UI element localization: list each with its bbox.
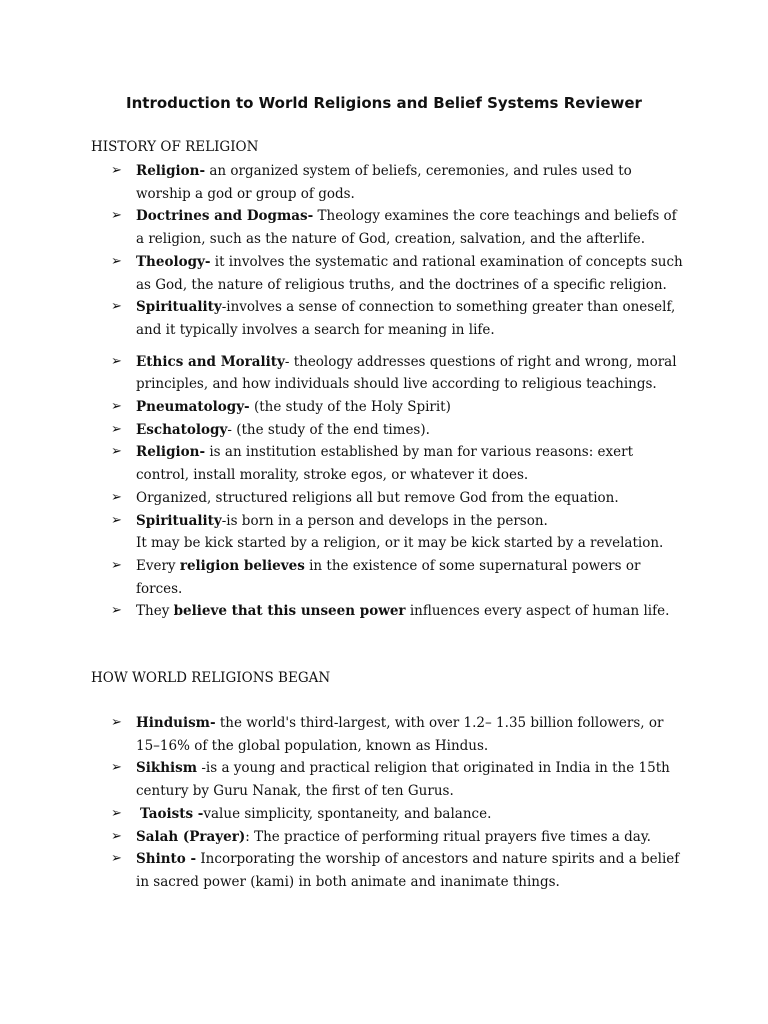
list-item	[0, 600, 768, 623]
definition: an organized system of beliefs, ceremonies, and rules used to worship a god or group of gods.	[136, 163, 632, 202]
list-item	[0, 803, 768, 826]
section-heading-history: HISTORY OF RELIGION	[91, 139, 259, 155]
definition: -is born in a person and develops in the person.	[221, 512, 548, 529]
list-item	[0, 757, 768, 802]
term: Hinduism-	[136, 715, 216, 731]
term: Pneumatology-	[136, 399, 250, 416]
term: Eschatology	[136, 421, 228, 438]
arrow-bullet-icon: ➢	[111, 299, 122, 315]
term: religion believes	[179, 557, 305, 574]
arrow-bullet-icon: ➢	[111, 760, 122, 776]
arrow-bullet-icon: ➢	[111, 353, 122, 369]
list-item	[0, 487, 768, 510]
arrow-bullet-icon: ➢	[111, 163, 122, 178]
term: Ethics and Morality	[136, 353, 285, 370]
arrow-bullet-icon: ➢	[111, 253, 122, 269]
arrow-bullet-icon: ➢	[111, 557, 122, 573]
definition: value simplicity, spontaneity, and balance.	[203, 805, 492, 822]
lead-text: They	[136, 603, 174, 620]
term: Religion-	[136, 163, 206, 179]
list-item	[0, 351, 768, 396]
arrow-bullet-icon: ➢	[111, 805, 122, 821]
list-item	[0, 296, 768, 341]
definition: Incorporating the worship of ancestors and nature spirits and a belief in sacred power (kami) in both animate and inanimate things.	[136, 851, 680, 890]
term: Religion-	[136, 444, 206, 461]
arrow-bullet-icon: ➢	[111, 851, 122, 867]
term: Spirituality	[136, 512, 222, 529]
list-item	[0, 712, 768, 757]
definition: in the existence of some supernatural powers or forces.	[136, 557, 641, 597]
arrow-bullet-icon: ➢	[111, 512, 122, 528]
list-item	[0, 555, 768, 600]
document-title: Introduction to World Religions and Belief Systems Reviewer	[126, 94, 642, 112]
definition: -is a young and practical religion that originated in India in the 15th century by Guru Nanak, the first of ten Gurus.	[136, 760, 670, 800]
history-list	[0, 160, 768, 623]
arrow-bullet-icon: ➢	[111, 208, 122, 224]
arrow-bullet-icon: ➢	[111, 421, 122, 437]
list-item	[0, 251, 768, 296]
definition: -involves a sense of connection to something greater than oneself, and it typically involves a search for meaning in life.	[136, 299, 676, 338]
list-item	[0, 848, 768, 893]
definition: the world's third-largest, with over 1.2– 1.35 billion followers, or 15–16% of the global population, known as Hindus.	[136, 715, 664, 754]
arrow-bullet-icon: ➢	[111, 715, 122, 730]
definition: Theology examines the core teachings and beliefs of a religion, such as the nature of God, creation, salvation, and the afterlife.	[136, 208, 677, 248]
arrow-bullet-icon: ➢	[111, 603, 122, 619]
definition: : The practice of performing ritual prayers five times a day.	[245, 828, 651, 845]
term: Spirituality	[136, 299, 222, 316]
definition-continued: It may be kick started by a religion, or it may be kick started by a revelation.	[136, 535, 664, 552]
term: Shinto -	[136, 851, 197, 868]
term: Sikhism	[136, 760, 198, 777]
list-item	[0, 441, 768, 486]
world-religions-list	[0, 712, 768, 894]
list-item	[0, 510, 768, 555]
term: Taoists -	[140, 805, 204, 822]
arrow-bullet-icon: ➢	[111, 489, 122, 505]
lead-text: Every	[136, 557, 180, 574]
term: Theology-	[136, 253, 211, 270]
definition: (the study of the Holy Spirit)	[249, 399, 451, 416]
list-item	[0, 396, 768, 419]
list-item	[0, 419, 768, 442]
definition: is an institution established by man for various reasons: exert control, install morality, stroke egos, or whatever it does.	[136, 444, 634, 484]
list-item	[0, 160, 768, 205]
definition: - (the study of the end times).	[227, 421, 430, 438]
term: Salah (Prayer)	[136, 828, 246, 845]
definition: it involves the systematic and rational examination of concepts such as God, the nature of religious truths, and the doctrines of a specific religion.	[136, 253, 683, 293]
definition: - theology addresses questions of right and wrong, moral principles, and how individuals should live according to religious teachings.	[136, 353, 677, 393]
term: believe that this unseen power	[173, 603, 406, 620]
term: Doctrines and Dogmas-	[136, 208, 314, 225]
arrow-bullet-icon: ➢	[111, 828, 122, 844]
arrow-bullet-icon: ➢	[111, 444, 122, 460]
definition: influences every aspect of human life.	[405, 603, 670, 620]
definition: Organized, structured religions all but remove God from the equation.	[136, 489, 619, 506]
section-heading-world-religions: HOW WORLD RELIGIONS BEGAN	[91, 670, 331, 686]
arrow-bullet-icon: ➢	[111, 399, 122, 415]
list-item	[0, 205, 768, 250]
list-item	[0, 826, 768, 849]
